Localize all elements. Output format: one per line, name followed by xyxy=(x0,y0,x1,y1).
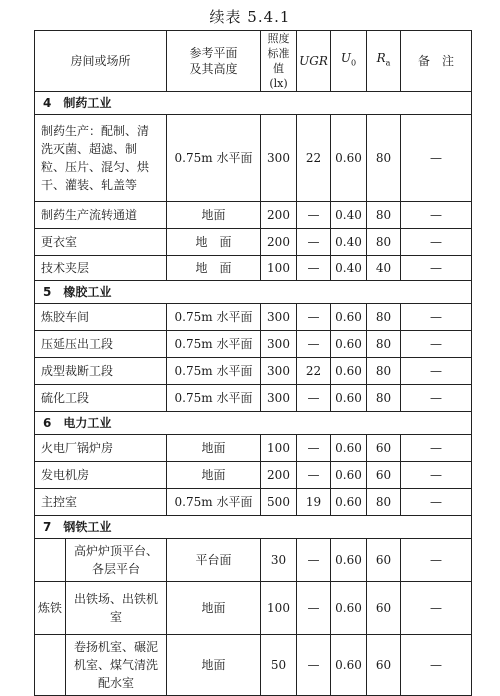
section-title: 5 橡胶工业 xyxy=(35,281,472,304)
header-row xyxy=(35,31,472,92)
ugr-cell: — xyxy=(297,462,331,489)
ra-cell: 80 xyxy=(367,358,401,385)
ugr-cell: — xyxy=(297,385,331,412)
place-cell: 制药生产：配制、清洗灭菌、超滤、制粒、压片、混匀、烘干、灌装、轧盖等 xyxy=(35,115,167,202)
table-row xyxy=(35,539,472,582)
header-plane: 参考平面 及其高度 xyxy=(167,31,261,92)
uo-cell: 0.60 xyxy=(331,462,367,489)
ugr-cell: — xyxy=(297,256,331,281)
uo-cell: 0.60 xyxy=(331,115,367,202)
plane-cell: 0.75m 水平面 xyxy=(167,358,261,385)
lux-cell: 100 xyxy=(261,435,297,462)
notes-cell: — xyxy=(401,539,472,582)
notes-cell: — xyxy=(401,304,472,331)
section-row xyxy=(35,92,472,115)
table-row xyxy=(35,358,472,385)
plane-cell: 0.75m 水平面 xyxy=(167,385,261,412)
notes-cell: — xyxy=(401,385,472,412)
section-row xyxy=(35,281,472,304)
uo-cell: 0.40 xyxy=(331,229,367,256)
plane-cell: 0.75m 水平面 xyxy=(167,304,261,331)
place-cell: 成型裁断工段 xyxy=(35,358,167,385)
place-cell: 炼胶车间 xyxy=(35,304,167,331)
place-cell: 压延压出工段 xyxy=(35,331,167,358)
ra-cell: 80 xyxy=(367,202,401,229)
table-row xyxy=(35,229,472,256)
notes-cell: — xyxy=(401,358,472,385)
ugr-cell: 22 xyxy=(297,358,331,385)
lux-cell: 300 xyxy=(261,358,297,385)
ra-cell: 80 xyxy=(367,331,401,358)
ra-cell: 80 xyxy=(367,115,401,202)
group-label-part xyxy=(35,635,66,695)
notes-cell: — xyxy=(401,582,472,635)
lux-cell: 100 xyxy=(261,582,297,635)
ugr-cell: — xyxy=(297,304,331,331)
place-cell: 主控室 xyxy=(35,489,167,516)
ugr-cell: — xyxy=(297,202,331,229)
illuminance-table xyxy=(34,30,472,696)
lux-cell: 200 xyxy=(261,229,297,256)
notes-cell: — xyxy=(401,331,472,358)
group-label-part xyxy=(35,539,66,581)
notes-cell: — xyxy=(401,489,472,516)
ugr-cell: — xyxy=(297,331,331,358)
lux-cell: 300 xyxy=(261,304,297,331)
place-text: 卷扬机室、碾泥机室、煤气清洗配水室 xyxy=(74,640,159,690)
place-text: 出铁场、出铁机室 xyxy=(74,592,159,624)
uo-cell: 0.60 xyxy=(331,331,367,358)
ra-cell: 80 xyxy=(367,489,401,516)
lux-cell: 200 xyxy=(261,202,297,229)
grouped-place-cell xyxy=(35,582,167,635)
plane-cell: 地面 xyxy=(167,462,261,489)
table-row xyxy=(35,304,472,331)
lux-cell: 300 xyxy=(261,115,297,202)
plane-cell: 0.75m 水平面 xyxy=(167,489,261,516)
table-body xyxy=(35,92,472,696)
lux-cell: 300 xyxy=(261,331,297,358)
plane-cell: 地 面 xyxy=(167,256,261,281)
ra-cell: 40 xyxy=(367,256,401,281)
ra-cell: 60 xyxy=(367,539,401,582)
place-text: 高炉炉顶平台、各层平台 xyxy=(74,544,159,576)
lux-cell: 500 xyxy=(261,489,297,516)
header-lux: 照度 标准值 (lx) xyxy=(261,31,297,92)
place-cell: 火电厂锅炉房 xyxy=(35,435,167,462)
ra-cell: 60 xyxy=(367,462,401,489)
table-row xyxy=(35,635,472,696)
table-row xyxy=(35,582,472,635)
ugr-cell: — xyxy=(297,435,331,462)
notes-cell: — xyxy=(401,462,472,489)
notes-cell: — xyxy=(401,256,472,281)
header-ugr: UGR xyxy=(297,31,331,92)
notes-cell: — xyxy=(401,435,472,462)
ugr-cell: — xyxy=(297,539,331,582)
notes-cell: — xyxy=(401,635,472,696)
table-row xyxy=(35,115,472,202)
uo-cell: 0.40 xyxy=(331,202,367,229)
lux-cell: 100 xyxy=(261,256,297,281)
lux-cell: 300 xyxy=(261,385,297,412)
uo-cell: 0.60 xyxy=(331,435,367,462)
ra-cell: 60 xyxy=(367,582,401,635)
ra-cell: 60 xyxy=(367,435,401,462)
uo-cell: 0.60 xyxy=(331,635,367,696)
ra-cell: 80 xyxy=(367,229,401,256)
ra-cell: 80 xyxy=(367,385,401,412)
lux-cell: 50 xyxy=(261,635,297,696)
section-title: 6 电力工业 xyxy=(35,412,472,435)
uo-cell: 0.60 xyxy=(331,582,367,635)
section-title: 4 制药工业 xyxy=(35,92,472,115)
grouped-place-cell xyxy=(35,539,167,582)
place-cell: 更衣室 xyxy=(35,229,167,256)
place-cell: 硫化工段 xyxy=(35,385,167,412)
ugr-cell: — xyxy=(297,635,331,696)
table-row xyxy=(35,202,472,229)
table-row xyxy=(35,435,472,462)
place-cell: 制药生产流转通道 xyxy=(35,202,167,229)
ugr-cell: 22 xyxy=(297,115,331,202)
group-label-part: 炼铁 xyxy=(35,582,66,634)
lux-cell: 30 xyxy=(261,539,297,582)
plane-cell: 平台面 xyxy=(167,539,261,582)
plane-cell: 地面 xyxy=(167,202,261,229)
table-row xyxy=(35,385,472,412)
table-row xyxy=(35,489,472,516)
table-caption: 续表 5.4.1 xyxy=(209,8,291,26)
section-title: 7 钢铁工业 xyxy=(35,516,472,539)
place-cell: 发电机房 xyxy=(35,462,167,489)
notes-cell: — xyxy=(401,229,472,256)
table-row xyxy=(35,256,472,281)
plane-cell: 0.75m 水平面 xyxy=(167,331,261,358)
table-row xyxy=(35,462,472,489)
ugr-cell: — xyxy=(297,582,331,635)
place-cell: 技术夹层 xyxy=(35,256,167,281)
plane-cell: 地 面 xyxy=(167,229,261,256)
uo-cell: 0.60 xyxy=(331,539,367,582)
ra-cell: 80 xyxy=(367,304,401,331)
header-uo: $U_0$ xyxy=(331,31,367,92)
plane-cell: 0.75m 水平面 xyxy=(167,115,261,202)
ra-cell: 60 xyxy=(367,635,401,696)
plane-cell: 地面 xyxy=(167,582,261,635)
section-row xyxy=(35,516,472,539)
grouped-place-cell xyxy=(35,635,167,696)
lux-cell: 200 xyxy=(261,462,297,489)
uo-cell: 0.60 xyxy=(331,304,367,331)
uo-cell: 0.60 xyxy=(331,385,367,412)
ugr-cell: 19 xyxy=(297,489,331,516)
notes-cell: — xyxy=(401,115,472,202)
uo-cell: 0.60 xyxy=(331,489,367,516)
notes-cell: — xyxy=(401,202,472,229)
plane-cell: 地面 xyxy=(167,435,261,462)
header-place: 房间或场所 xyxy=(35,31,167,92)
header-ra: $R_a$ xyxy=(367,31,401,92)
uo-cell: 0.60 xyxy=(331,358,367,385)
header-notes: 备 注 xyxy=(401,31,472,92)
section-row xyxy=(35,412,472,435)
table-row xyxy=(35,331,472,358)
plane-cell: 地面 xyxy=(167,635,261,696)
uo-cell: 0.40 xyxy=(331,256,367,281)
ugr-cell: — xyxy=(297,229,331,256)
